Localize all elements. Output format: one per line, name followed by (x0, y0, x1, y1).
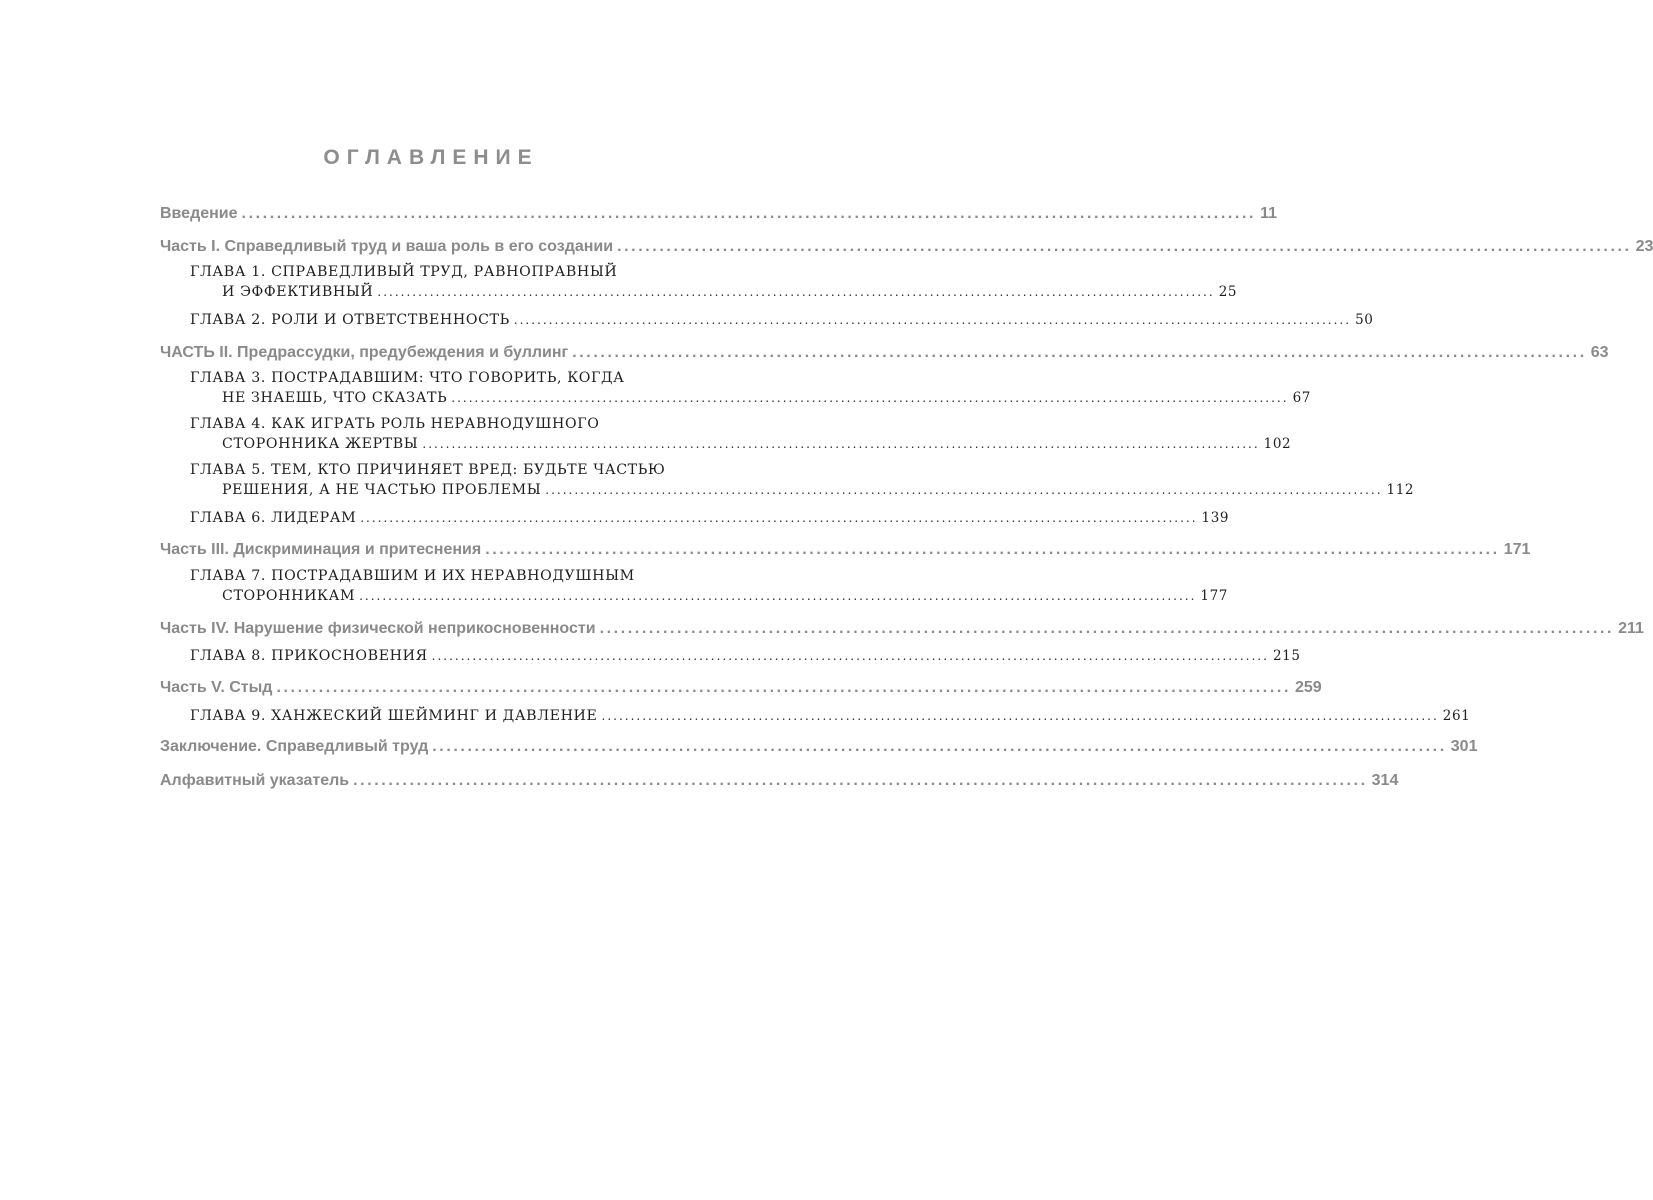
page-title: ОГЛАВЛЕНИЕ (323, 146, 539, 169)
toc-part-entry (160, 771, 1399, 791)
dot-leader: ................................................................................................................................................ (360, 511, 1198, 525)
toc-part-entry (160, 540, 1531, 560)
dot-leader: ................................................................................................................................................ (617, 238, 1632, 255)
toc-part-entry (160, 237, 1653, 257)
toc-chapter-title-line: РЕШЕНИЯ, А НЕ ЧАСТЬЮ ПРОБЛЕМЫ (222, 482, 542, 498)
toc-chapter-last-line (190, 388, 1311, 408)
toc-page-number: 50 (1355, 312, 1374, 328)
toc-chapter-entry (160, 566, 1228, 606)
toc-chapter-entry (160, 310, 1374, 330)
toc-part-title: Введение (160, 205, 238, 222)
dot-leader: ................................................................................................................................................ (276, 679, 1291, 696)
dot-leader: ................................................................................................................................................ (432, 738, 1447, 755)
toc-chapter-last-line (190, 508, 1230, 528)
toc-chapter-entry (160, 368, 1311, 408)
toc-chapter-title-line: СТОРОННИКА ЖЕРТВЫ (222, 436, 419, 452)
toc-page-number: 177 (1200, 588, 1228, 604)
toc-chapter-last-line (190, 310, 1374, 330)
toc-chapter-last-line (190, 586, 1228, 606)
toc-page-number: 67 (1292, 390, 1311, 406)
toc-part-title: Часть III. Дискриминация и притеснения (160, 541, 482, 558)
dot-leader: ................................................................................................................................................ (422, 437, 1260, 451)
toc-chapter-last-line (190, 434, 1292, 454)
toc-part-title: ЧАСТЬ II. Предрассудки, предубеждения и буллинг (160, 344, 569, 361)
toc-page-number: 102 (1263, 436, 1292, 452)
toc-part-entry (160, 204, 1277, 224)
dot-leader: ................................................................................................................................................ (359, 589, 1197, 603)
toc-page-number: 139 (1201, 510, 1230, 526)
toc-page-number: 211 (1618, 620, 1644, 637)
toc-part-title: Часть IV. Нарушение физической неприкосновенности (160, 620, 596, 637)
toc-part-entry (160, 737, 1478, 757)
toc-page-number: 171 (1503, 541, 1531, 558)
toc-page-number: 25 (1218, 284, 1238, 300)
dot-leader: ................................................................................................................................................ (485, 541, 1500, 558)
toc-page-number: 11 (1260, 205, 1277, 222)
dot-leader: ................................................................................................................................................ (513, 313, 1352, 327)
toc-chapter-title-line: ГЛАВА 9. ХАНЖЕСКИЙ ШЕЙМИНГ И ДАВЛЕНИЕ (190, 708, 598, 724)
dot-leader: ................................................................................................................................................ (572, 344, 1587, 361)
toc-chapter-title-line: ГЛАВА 4. КАК ИГРАТЬ РОЛЬ НЕРАВНОДУШНОГО (190, 416, 600, 432)
toc-chapter-entry (160, 706, 1471, 726)
dot-leader: ................................................................................................................................................ (353, 772, 1368, 789)
toc-chapter-title-line: И ЭФФЕКТИВНЫЙ (222, 284, 374, 300)
toc-page-number: 259 (1295, 679, 1322, 696)
toc-chapter-title-line: ГЛАВА 7. ПОСТРАДАВШИМ И ИХ НЕРАВНОДУШНЫМ (190, 568, 635, 584)
toc-chapter-last-line (190, 480, 1415, 500)
toc-part-title: Заключение. Справедливый труд (160, 738, 429, 755)
toc-page-number: 301 (1450, 738, 1478, 755)
toc-chapter-title-line: ГЛАВА 3. ПОСТРАДАВШИМ: ЧТО ГОВОРИТЬ, КОГДА (190, 370, 625, 386)
toc-chapter-entry (160, 646, 1301, 666)
dot-leader: ................................................................................................................................................ (545, 483, 1383, 497)
toc-part-entry (160, 343, 1609, 363)
toc-part-entry (160, 678, 1322, 698)
toc-chapter-entry (160, 414, 1292, 454)
toc-part-title: Часть V. Стыд (160, 679, 273, 696)
toc-page-number: 112 (1386, 482, 1415, 498)
dot-leader: ................................................................................................................................................ (377, 285, 1215, 299)
dot-leader: ................................................................................................................................................ (601, 709, 1439, 723)
toc-chapter-title-line: НЕ ЗНАЕШЬ, ЧТО СКАЗАТЬ (222, 390, 448, 406)
toc-page-number: 23 (1635, 238, 1653, 255)
toc-chapter-last-line (190, 282, 1238, 302)
dot-leader: ................................................................................................................................................ (241, 205, 1257, 222)
toc-page-number: 261 (1442, 708, 1471, 724)
toc-page-number: 314 (1371, 772, 1399, 789)
toc-chapter-title-line: ГЛАВА 2. РОЛИ И ОТВЕТСТВЕННОСТЬ (190, 312, 510, 328)
toc-part-entry (160, 619, 1644, 639)
toc-chapter-title-line: ГЛАВА 5. ТЕМ, КТО ПРИЧИНЯЕТ ВРЕД: БУДЬТЕ ЧАСТЬЮ (190, 462, 666, 478)
toc-chapter-last-line (190, 706, 1471, 726)
dot-leader: ................................................................................................................................................ (451, 391, 1289, 405)
toc-chapter-entry (160, 262, 1238, 302)
toc-page-number: 215 (1272, 648, 1301, 664)
dot-leader: ................................................................................................................................................ (431, 649, 1269, 663)
toc-chapter-last-line (190, 646, 1301, 666)
toc-chapter-entry (160, 508, 1230, 528)
toc-chapter-entry (160, 460, 1415, 500)
toc-chapter-title-line: СТОРОННИКАМ (222, 588, 356, 604)
toc-chapter-title-line: ГЛАВА 1. СПРАВЕДЛИВЫЙ ТРУД, РАВНОПРАВНЫЙ (190, 264, 618, 280)
toc-chapter-title-line: ГЛАВА 6. ЛИДЕРАМ (190, 510, 357, 526)
dot-leader: ................................................................................................................................................ (599, 620, 1615, 637)
toc-chapter-title-line: ГЛАВА 8. ПРИКОСНОВЕНИЯ (190, 648, 428, 664)
toc-part-title: Алфавитный указатель (160, 772, 350, 789)
toc-part-title: Часть I. Справедливый труд и ваша роль в его создании (160, 238, 614, 255)
toc-page-number: 63 (1590, 344, 1609, 361)
